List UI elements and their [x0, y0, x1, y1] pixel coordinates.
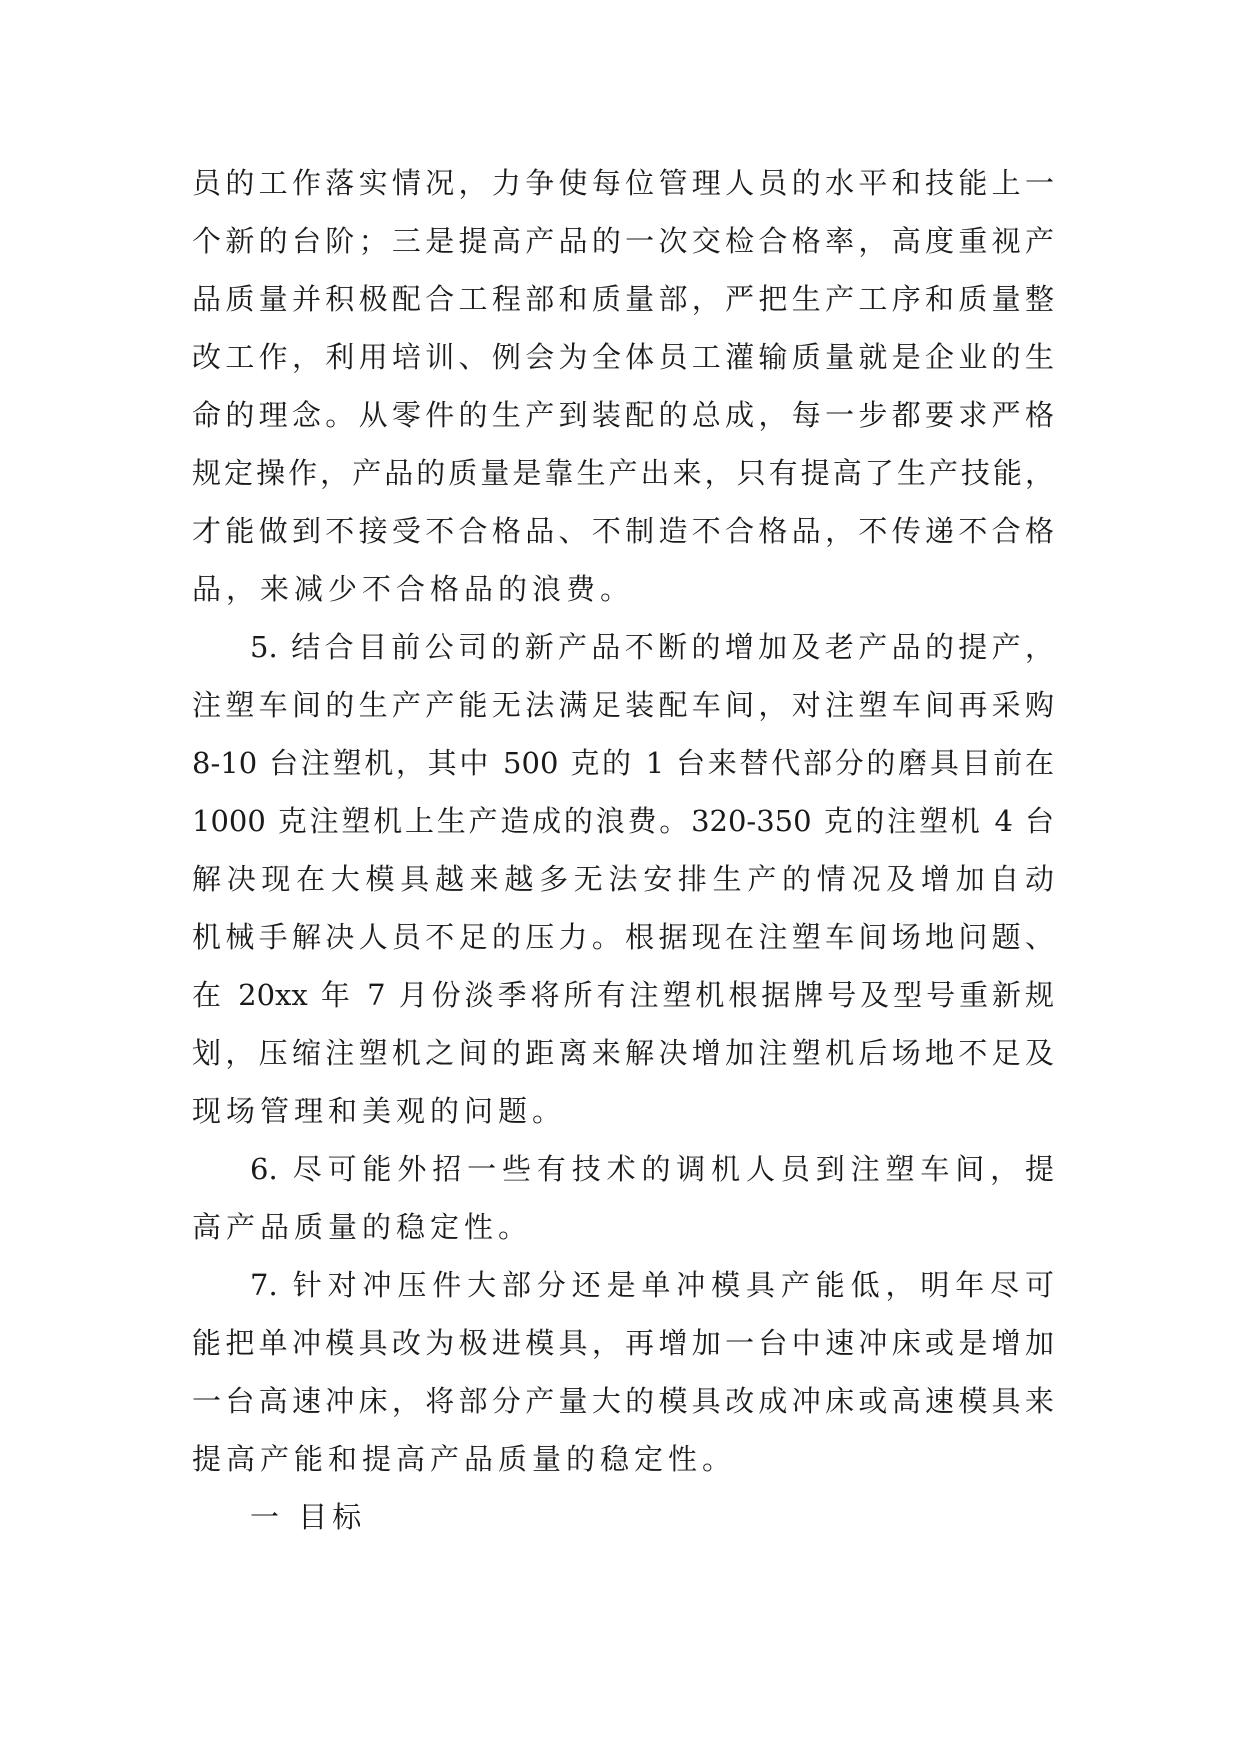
text-line: 1000 克注塑机上生产造成的浪费。320-350 克的注塑机 4 台 — [192, 804, 1054, 838]
paragraph-continued — [192, 154, 1054, 618]
text-line: 品，来减少不合格品的浪费。 — [192, 572, 635, 606]
text-line: 5. 结合目前公司的新产品不断的增加及老产品的提产， — [250, 630, 1054, 664]
paragraph-item-5 — [192, 618, 1054, 1140]
heading-text: 一 目标 — [250, 1500, 367, 1534]
text-line: 6. 尽可能外招一些有技术的调机人员到注塑车间，提 — [250, 1152, 1054, 1186]
text-line: 品质量并积极配合工程部和质量部，严把生产工序和质量整 — [192, 282, 1054, 316]
text-line: 8-10 台注塑机，其中 500 克的 1 台来替代部分的磨具目前在 — [192, 746, 1054, 780]
text-line: 机械手解决人员不足的压力。根据现在注塑车间场地问题、 — [192, 920, 1054, 954]
text-line: 一台高速冲床，将部分产量大的模具改成冲床或高速模具来 — [192, 1384, 1054, 1418]
text-line: 才能做到不接受不合格品、不制造不合格品，不传递不合格 — [192, 514, 1054, 548]
text-line: 能把单冲模具改为极进模具，再增加一台中速冲床或是增加 — [192, 1326, 1054, 1360]
section-heading — [192, 1488, 1054, 1546]
text-line: 划，压缩注塑机之间的距离来解决增加注塑机后场地不足及 — [192, 1036, 1054, 1070]
text-line: 7. 针对冲压件大部分还是单冲模具产能低，明年尽可 — [250, 1268, 1054, 1302]
text-line: 命的理念。从零件的生产到装配的总成，每一步都要求严格 — [192, 398, 1054, 432]
document-body — [192, 154, 1054, 1546]
text-line: 提高产能和提高产品质量的稳定性。 — [192, 1442, 737, 1476]
text-line: 高产品质量的稳定性。 — [192, 1210, 533, 1244]
text-line: 现场管理和美观的问题。 — [192, 1094, 567, 1128]
text-line: 个新的台阶；三是提高产品的一次交检合格率，高度重视产 — [192, 224, 1054, 258]
text-line: 在 20xx 年 7 月份淡季将所有注塑机根据牌号及型号重新规 — [192, 978, 1054, 1012]
paragraph-item-6 — [192, 1140, 1054, 1256]
text-line: 员的工作落实情况，力争使每位管理人员的水平和技能上一 — [192, 166, 1054, 200]
text-line: 规定操作，产品的质量是靠生产出来，只有提高了生产技能， — [192, 456, 1054, 490]
text-line: 改工作，利用培训、例会为全体员工灌输质量就是企业的生 — [192, 340, 1054, 374]
text-line: 注塑车间的生产产能无法满足装配车间，对注塑车间再采购 — [192, 688, 1054, 722]
paragraph-item-7 — [192, 1256, 1054, 1488]
text-line: 解决现在大模具越来越多无法安排生产的情况及增加自动 — [192, 862, 1054, 896]
